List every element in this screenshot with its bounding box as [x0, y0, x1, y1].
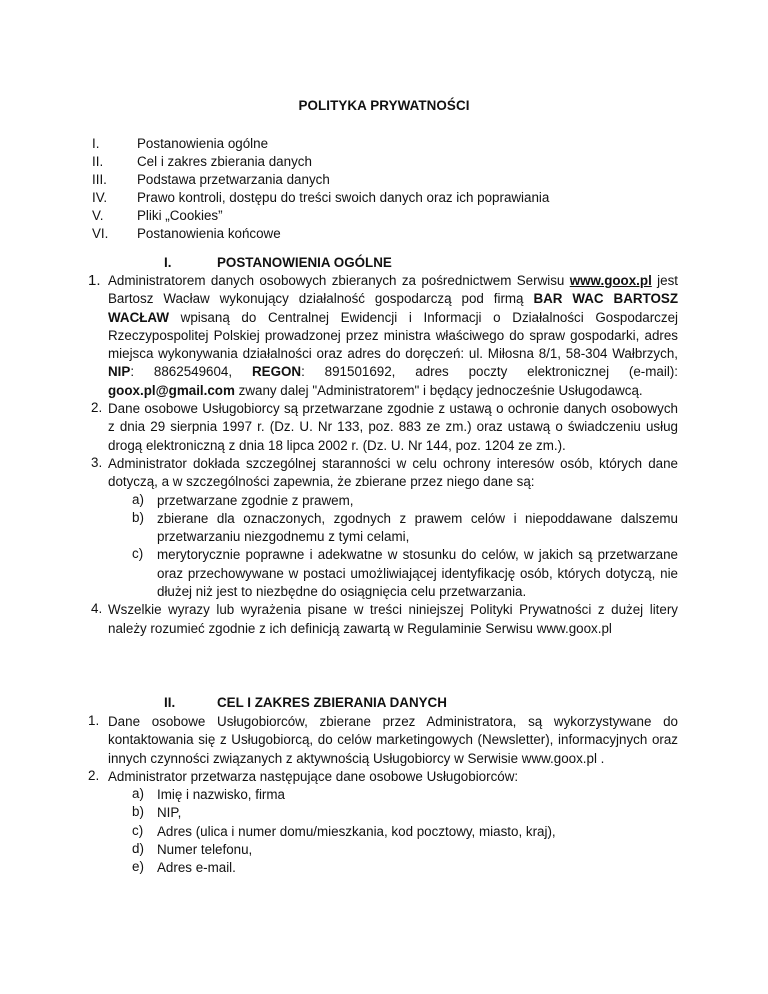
list-item	[88, 713, 678, 768]
table-of-contents	[0, 135, 768, 243]
paragraph: przetwarzane zgodnie z prawem,	[157, 492, 354, 508]
toc-number: IV.	[92, 190, 108, 205]
paragraph: Administrator dokłada szczególnej staranności w celu ochrony interesów osób, których dane dotyczą, a w szczególności zapewnia, że zbierane przez niego dane są:	[108, 455, 678, 490]
toc-item	[0, 171, 768, 189]
toc-item	[0, 189, 768, 207]
item-number: 3.	[91, 454, 103, 470]
item-number: 1.	[88, 272, 101, 289]
toc-item	[0, 207, 768, 225]
nip-label: NIP	[108, 364, 131, 380]
text: : 8862549604,	[130, 364, 252, 380]
paragraph: Administrator przetwarza następujące dane osobowe Usługobiorców:	[108, 768, 519, 784]
toc-item	[0, 225, 768, 243]
sub-item-letter: c)	[132, 822, 144, 838]
paragraph: Wszelkie wyrazy lub wyrażenia pisane w treści niniejszej Polityki Prywatności z dużej litery należy rozumieć zgodnie z ich definicją zawartą w Regulaminie Serwisu www.goox.pl	[108, 602, 678, 636]
toc-label: Pliki „Cookies”	[137, 208, 223, 223]
document-title: POLITYKA PRYWATNOŚCI	[298, 98, 470, 113]
list-item	[91, 601, 678, 638]
toc-label: Cel i zakres zbierania danych	[137, 154, 312, 169]
toc-number: II.	[92, 154, 104, 169]
text: Administratorem danych osobowych zbieranych za pośrednictwem Serwisu	[108, 273, 570, 288]
section-title: POSTANOWIENIA OGÓLNE	[217, 255, 392, 270]
paragraph: Imię i nazwisko, firma	[157, 787, 285, 803]
toc-number: I.	[92, 136, 100, 151]
sub-list-item	[132, 841, 678, 859]
section-body	[0, 713, 768, 878]
firm-name: BAR WAC BARTOSZ WACŁAW	[108, 291, 678, 325]
sub-item-letter: c)	[132, 546, 144, 562]
sub-item-letter: a)	[132, 786, 144, 802]
item-number: 2.	[88, 767, 100, 783]
section-title: CEL I ZAKRES ZBIERANIA DANYCH	[217, 695, 447, 710]
toc-number: III.	[92, 172, 107, 187]
item-number: 4.	[91, 601, 103, 617]
text: wpisaną do Centralnej Ewidencji i Informacji o Działalności Gospodarczej Rzeczypospolitej Polskiej prowadzonej przez ministra właściwego do spraw gospodarki, adres miejsca wykonywania działalności oraz adres do doręczeń: ul. Miłosna 8/1, 58-304 Wałbrzych,	[108, 309, 678, 362]
sub-list-item	[132, 786, 678, 804]
sub-list-item	[132, 491, 678, 510]
sub-list-item	[132, 822, 678, 841]
text: jest Bartosz Wacław wykonujący działalność gospodarczą pod firmą	[108, 273, 678, 307]
section-body	[0, 272, 768, 638]
paragraph: zbierane dla oznaczonych, zgodnych z prawem celów i niepoddawane dalszemu przetwarzaniu niezgodnemu z tymi celami,	[157, 510, 678, 545]
email-address: goox.pl@gmail.com	[108, 382, 235, 398]
paragraph: Adres e-mail.	[157, 860, 236, 876]
item-number: 1.	[88, 713, 100, 728]
paragraph: Numer telefonu,	[157, 842, 253, 858]
paragraph: Dane osobowe Usługobiorców, zbierane przez Administratora, są wykorzystywane do kontaktowania się z Usługobiorcą, do celów marketingowych (Newsletter), informacyjnych oraz innych czynności związanych z aktywnością Usługobiorcy w Serwisie www.goox.pl .	[108, 714, 678, 766]
toc-item	[0, 135, 768, 153]
sub-list-item	[132, 546, 678, 601]
toc-label: Podstawa przetwarzania danych	[137, 172, 330, 187]
text: : 891501692, adres poczty elektronicznej (e-mail):	[301, 364, 678, 380]
text: zwany dalej "Administratorem" i będący jednocześnie Usługodawcą.	[234, 382, 643, 398]
toc-label: Postanowienia ogólne	[137, 136, 269, 151]
sub-item-letter: a)	[132, 491, 144, 507]
section-heading	[0, 254, 768, 272]
toc-label: Postanowienia końcowe	[137, 226, 281, 241]
list-item	[91, 400, 678, 455]
sub-item-letter: d)	[132, 841, 144, 857]
list-item	[88, 767, 678, 786]
section-heading	[0, 694, 768, 712]
paragraph: NIP,	[157, 805, 182, 821]
toc-item	[0, 153, 768, 171]
sub-item-letter: b)	[132, 804, 144, 820]
paragraph: merytorycznie poprawne i adekwatne w stosunku do celów, w jakich są przetwarzane oraz przechowywane w postaci umożliwiającej identyfikację osób, których dotyczą, nie dłużej niż jest to niezbędne do osiągnięcia celu przetwarzania.	[157, 547, 678, 600]
sub-list-item	[132, 804, 678, 822]
sub-item-letter: b)	[132, 509, 144, 525]
toc-number: VI.	[92, 226, 109, 241]
sub-list-item	[132, 859, 678, 877]
item-number: 2.	[91, 400, 103, 416]
paragraph: Adres (ulica i numer domu/mieszkania, kod pocztowy, miasto, kraj),	[157, 823, 556, 839]
regon-label: REGON	[251, 364, 302, 380]
section-number: II.	[164, 695, 176, 710]
list-item	[91, 454, 678, 492]
paragraph: Dane osobowe Usługobiorcy są przetwarzane zgodnie z ustawą o ochronie danych osobowych z dnia 29 sierpnia 1997 r. (Dz. U. Nr 133, poz. 883 ze zm.) oraz ustawą o świadczeniu usług drogą elektroniczną z dnia 18 lipca 2002 r. (Dz. U. Nr 144, poz. 1204 ze zm.).	[108, 401, 678, 453]
sub-item-letter: e)	[132, 859, 144, 875]
paragraph	[108, 272, 678, 400]
website-link[interactable]: www.goox.pl	[569, 273, 652, 288]
toc-label: Prawo kontroli, dostępu do treści swoich danych oraz ich poprawiania	[137, 190, 550, 205]
toc-number: V.	[92, 208, 104, 223]
section-number: I.	[164, 255, 172, 270]
list-item	[88, 272, 678, 400]
sub-list-item	[132, 509, 678, 547]
